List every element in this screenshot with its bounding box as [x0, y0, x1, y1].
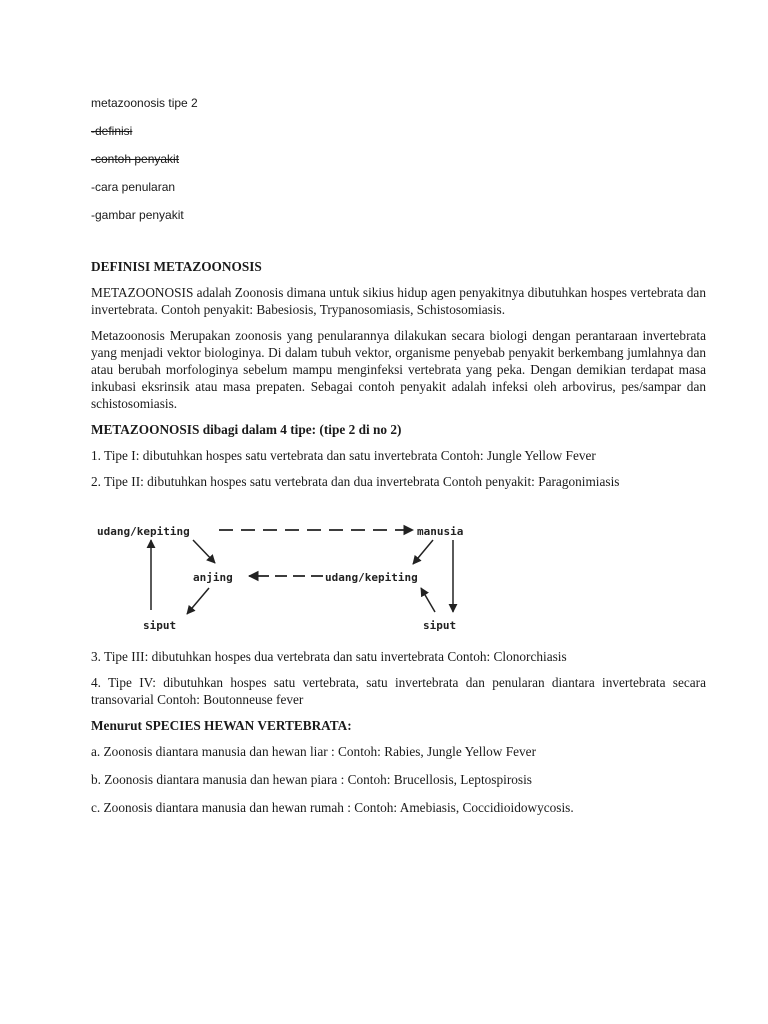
paragraph-explanation: Metazoonosis Merupakan zoonosis yang penularannya dilakukan secara biologi dengan perantaraan invertebrata yang menjadi vektor biologinya. Di dalam tubuh vektor, organisme penyebab penyakit berkembang jumlahnya dan atau berubah morfologinya sebelum mampu menginfeksi vertebrata yang peka. Dengan demikian terdapat masa inkubasi eksrinsik atau masa prepaten. Sebagai contoh penyakit adalah infeksi oleh arbovirus, pes/sampar dan schistosomiasis.	[91, 328, 706, 411]
checklist-item-contoh-penyakit: -contoh penyakit	[91, 152, 180, 166]
label-manusia: manusia	[417, 525, 464, 538]
section-heading-types: METAZOONOSIS dibagi dalam 4 tipe: (tipe 2 di no 2)	[91, 422, 402, 437]
type-1-item: 1. Tipe I: dibutuhkan hospes satu vertebrata dan satu invertebrata Contoh: Jungle Yellow Fever	[91, 448, 596, 463]
checklist-item-gambar-penyakit: -gambar penyakit	[91, 208, 184, 222]
species-item-b: b. Zoonosis diantara manusia dan hewan piara : Contoh: Brucellosis, Leptospirosis	[91, 772, 532, 787]
checklist	[91, 96, 198, 236]
type-3-item: 3. Tipe III: dibutuhkan hospes dua vertebrata dan satu invertebrata Contoh: Clonorchiasis	[91, 649, 567, 664]
checklist-item-cara-penularan: -cara penularan	[91, 180, 176, 194]
document-content	[91, 258, 706, 825]
type-4-item: 4. Tipe IV: dibutuhkan hospes satu vertebrata, satu invertebrata dan penularan diantara invertebrata secara transovarial Contoh: Boutonneuse fever	[91, 675, 706, 707]
species-item-a: a. Zoonosis diantara manusia dan hewan liar : Contoh: Rabies, Jungle Yellow Fever	[91, 744, 536, 759]
arrow-siput-to-udang-mid	[421, 588, 435, 612]
section-heading-definisi: DEFINISI METAZOONOSIS	[91, 259, 262, 274]
species-item-c: c. Zoonosis diantara manusia dan hewan rumah : Contoh: Amebiasis, Coccidioidowycosis.	[91, 800, 574, 815]
checklist-title: metazoonosis tipe 2	[91, 96, 198, 110]
label-siput-right: siput	[423, 619, 457, 632]
arrow-manusia-to-udang	[413, 540, 433, 564]
paragraph-definition: METAZOONOSIS adalah Zoonosis dimana untuk sikius hidup agen penyakitnya dibutuhkan hospes vertebrata dan invertebrata. Contoh penyakit: Babesiosis, Trypanosomiasis, Schistosomiasis.	[91, 285, 706, 317]
transmission-cycle-diagram	[91, 500, 471, 630]
type-2-item: 2. Tipe II: dibutuhkan hospes satu vertebrata dan dua invertebrata Contoh penyakit: Paragonimiasis	[91, 474, 620, 489]
label-siput-left: siput	[143, 619, 177, 632]
label-udang-kepiting-mid: udang/kepiting	[325, 571, 418, 584]
arrow-udang-to-anjing	[193, 540, 215, 563]
diagram-arrows	[91, 500, 471, 630]
arrow-anjing-to-siput	[187, 588, 209, 614]
checklist-item-definisi: -definisi	[91, 124, 133, 138]
label-anjing: anjing	[193, 571, 233, 584]
label-udang-kepiting-top: udang/kepiting	[97, 525, 190, 538]
section-heading-species: Menurut SPECIES HEWAN VERTEBRATA:	[91, 718, 352, 733]
